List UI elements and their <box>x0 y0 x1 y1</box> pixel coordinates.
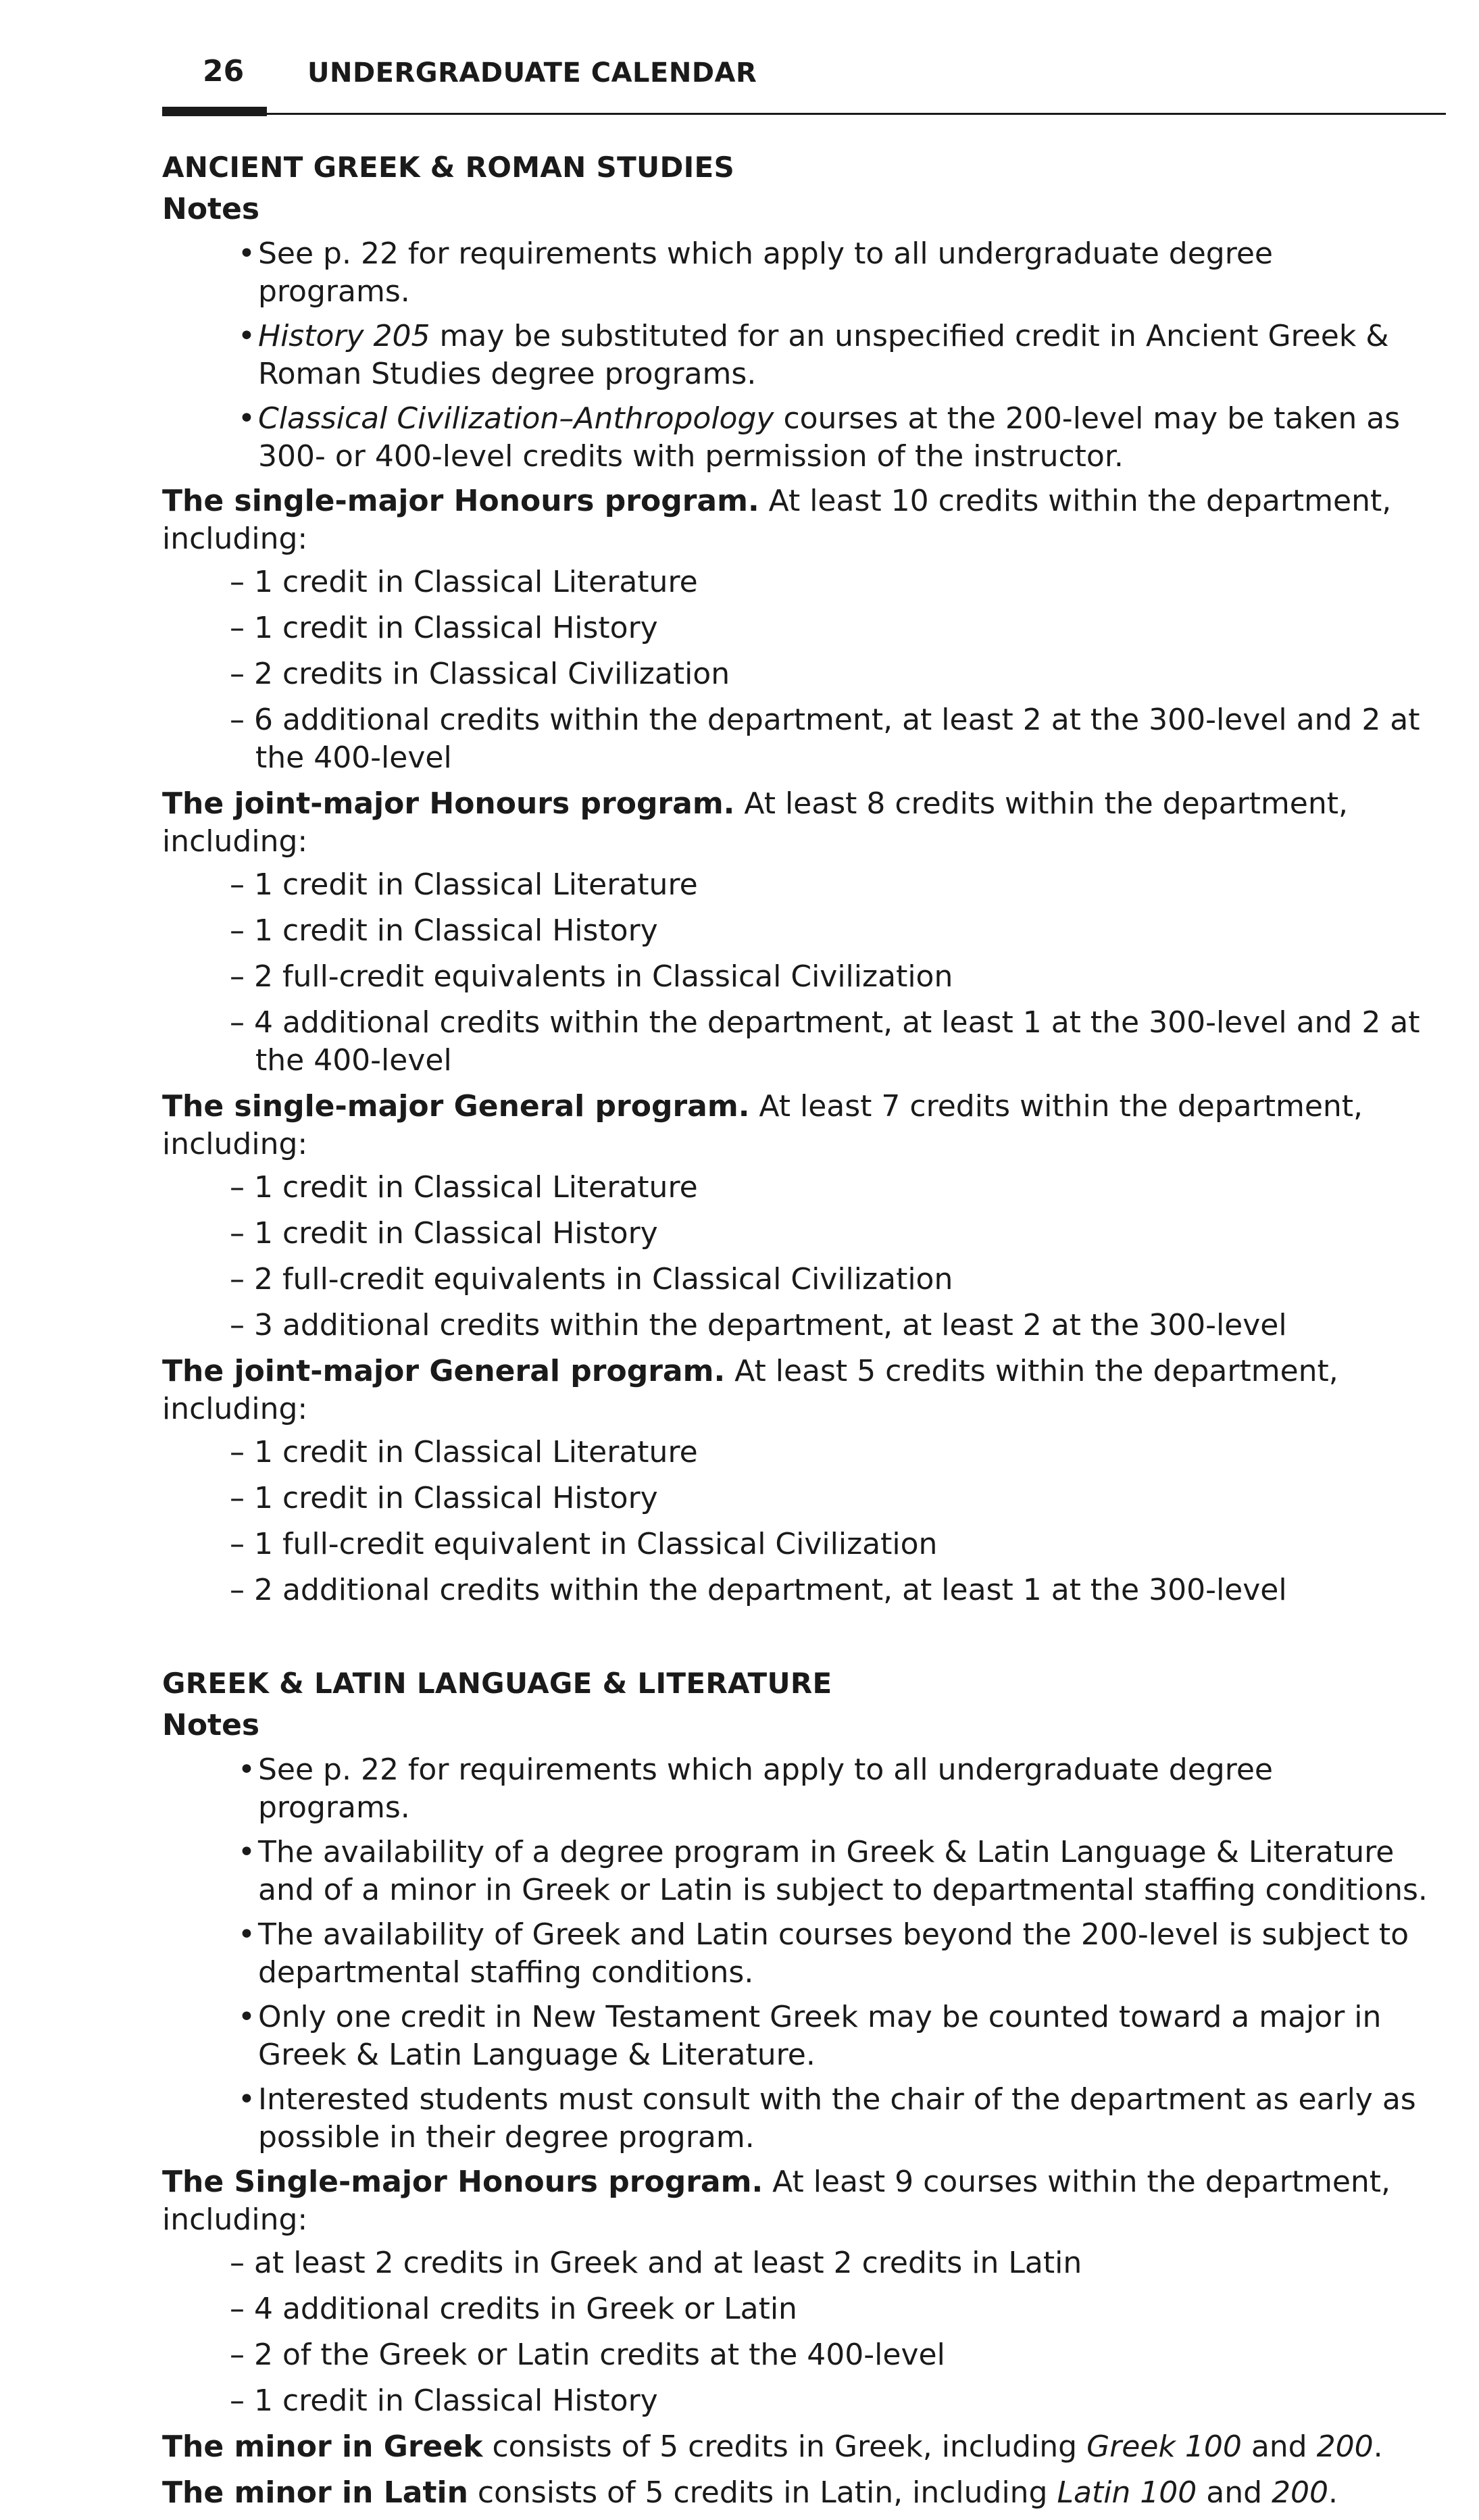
requirement-item: – 2 of the Greek or Latin credits at the 400-level <box>230 2338 945 2372</box>
program-lead: The single-major General program. <box>162 1089 750 1124</box>
requirement-item: – 2 credits in Classical Civilization <box>230 657 730 691</box>
bullet-icon: • <box>238 1835 255 1869</box>
note-item <box>162 318 1432 393</box>
minor-lead: The minor in Greek <box>162 2429 483 2464</box>
page-header <box>162 53 1446 127</box>
note-item <box>162 400 1432 476</box>
requirement-item: – 1 credit in Classical History <box>230 1481 658 1515</box>
section-title: GREEK & LATIN LANGUAGE & LITERATURE <box>162 1667 832 1700</box>
note-text: See p. 22 for requirements which apply to all undergraduate degree programs. <box>258 1753 1273 1825</box>
running-head: UNDERGRADUATE CALENDAR <box>307 57 757 89</box>
minor-text: consists of 5 credits in Greek, including <box>482 2429 1087 2464</box>
note-italic: History 205 <box>258 319 430 353</box>
requirements-list <box>162 1434 1432 1609</box>
requirement-item: – 1 full-credit equivalent in Classical Civilization <box>230 1527 938 1561</box>
course-ref: 200 <box>1316 2429 1374 2464</box>
header-rule-thin <box>267 113 1446 115</box>
program-heading <box>162 482 1432 558</box>
requirement-item: – 4 additional credits within the department, at least 1 at the 300-level and 2 at the 400-level <box>230 1005 1420 1078</box>
minor-text: and <box>1197 2475 1272 2510</box>
minor-text: consists of 5 credits in Latin, including <box>468 2475 1057 2510</box>
minor-latin <box>162 2474 1432 2512</box>
notes-label: Notes <box>162 1708 260 1742</box>
program-text: At least 10 credits within the department, including: <box>162 484 1392 556</box>
note-text: The availability of a degree program in Greek & Latin Language & Literature and of a minor in Greek or Latin is subject to departmental staffing conditions. <box>258 1835 1428 1907</box>
note-text: courses at the 200-level may be taken as 300- or 400-level credits with permission of the instructor. <box>258 401 1401 474</box>
requirement-item: – 4 additional credits in Greek or Latin <box>230 2292 797 2326</box>
note-text: The availability of Greek and Latin courses beyond the 200-level is subject to departmental staffing conditions. <box>258 1917 1409 1990</box>
bullet-icon: • <box>238 1753 255 1787</box>
program-heading <box>162 1088 1432 1163</box>
requirement-item: – 1 credit in Classical Literature <box>230 1170 698 1205</box>
requirements-list <box>162 563 1432 777</box>
note-italic: Classical Civilization–Anthropology <box>258 401 774 436</box>
note-item <box>162 1834 1432 1909</box>
note-item <box>162 1751 1432 1827</box>
header-rule-thick <box>162 107 267 116</box>
course-ref: 200 <box>1272 2475 1329 2510</box>
note-text: See p. 22 for requirements which apply to all undergraduate degree programs. <box>258 236 1273 309</box>
section-title: ANCIENT GREEK & ROMAN STUDIES <box>162 151 735 184</box>
bullet-icon: • <box>238 401 255 436</box>
requirement-item: – 1 credit in Classical Literature <box>230 1435 698 1469</box>
requirement-item: – 1 credit in Classical Literature <box>230 565 698 599</box>
note-text: may be substituted for an unspecified credit in Ancient Greek & Roman Studies degree programs. <box>258 319 1389 391</box>
note-item <box>162 1916 1432 1992</box>
requirement-item: – 1 credit in Classical History <box>230 913 658 948</box>
minor-lead: The minor in Latin <box>162 2475 468 2510</box>
program-heading <box>162 785 1432 861</box>
program-text: At least 5 credits within the department, including: <box>162 1354 1338 1426</box>
requirements-list <box>162 866 1432 1080</box>
requirement-item: – 2 additional credits within the department, at least 1 at the 300-level <box>230 1573 1287 1607</box>
program-heading <box>162 2163 1432 2239</box>
notes-list <box>162 1751 1432 2157</box>
program-text: At least 7 credits within the department, including: <box>162 1089 1363 1161</box>
requirement-item: – 2 full-credit equivalents in Classical Civilization <box>230 1262 953 1296</box>
program-lead: The Single-major Honours program. <box>162 2165 763 2199</box>
requirement-item: – 1 credit in Classical Literature <box>230 867 698 902</box>
notes-label: Notes <box>162 192 260 226</box>
requirement-item: – 1 credit in Classical History <box>230 2384 658 2418</box>
page-content <box>162 149 1432 2520</box>
bullet-icon: • <box>238 319 255 353</box>
program-heading <box>162 1353 1432 1428</box>
requirement-item: – 2 full-credit equivalents in Classical Civilization <box>230 959 953 994</box>
note-text: Only one credit in New Testament Greek may be counted toward a major in Greek & Latin Language & Literature. <box>258 2000 1382 2072</box>
bullet-icon: • <box>238 1917 255 1952</box>
requirement-item: – 6 additional credits within the department, at least 2 at the 300-level and 2 at the 400-level <box>230 703 1420 775</box>
requirement-item: – at least 2 credits in Greek and at least 2 credits in Latin <box>230 2246 1082 2280</box>
minor-text: . <box>1373 2429 1383 2464</box>
program-lead: The joint-major Honours program. <box>162 786 735 821</box>
requirements-list <box>162 1169 1432 1344</box>
section-gap <box>162 1617 1432 1665</box>
course-ref: Greek 100 <box>1086 2429 1242 2464</box>
note-item <box>162 2081 1432 2157</box>
minor-text: . <box>1328 2475 1338 2510</box>
program-text: At least 9 courses within the department, including: <box>162 2165 1391 2237</box>
bullet-icon: • <box>238 236 255 271</box>
requirement-item: – 3 additional credits within the department, at least 2 at the 300-level <box>230 1308 1287 1342</box>
note-text: Interested students must consult with the chair of the department as early as possible in their degree program. <box>258 2082 1416 2154</box>
notes-list <box>162 235 1432 476</box>
note-item <box>162 1998 1432 2074</box>
page-number: 26 <box>203 54 245 89</box>
note-item <box>162 235 1432 311</box>
requirements-list <box>162 2244 1432 2420</box>
program-lead: The single-major Honours program. <box>162 484 759 518</box>
course-ref: Latin 100 <box>1057 2475 1197 2510</box>
program-lead: The joint-major General program. <box>162 1354 726 1388</box>
bullet-icon: • <box>238 2082 255 2117</box>
minor-text: and <box>1241 2429 1317 2464</box>
program-text: At least 8 credits within the department, including: <box>162 786 1348 859</box>
requirement-item: – 1 credit in Classical History <box>230 1216 658 1251</box>
requirement-item: – 1 credit in Classical History <box>230 611 658 645</box>
bullet-icon: • <box>238 2000 255 2034</box>
minor-greek <box>162 2428 1432 2466</box>
